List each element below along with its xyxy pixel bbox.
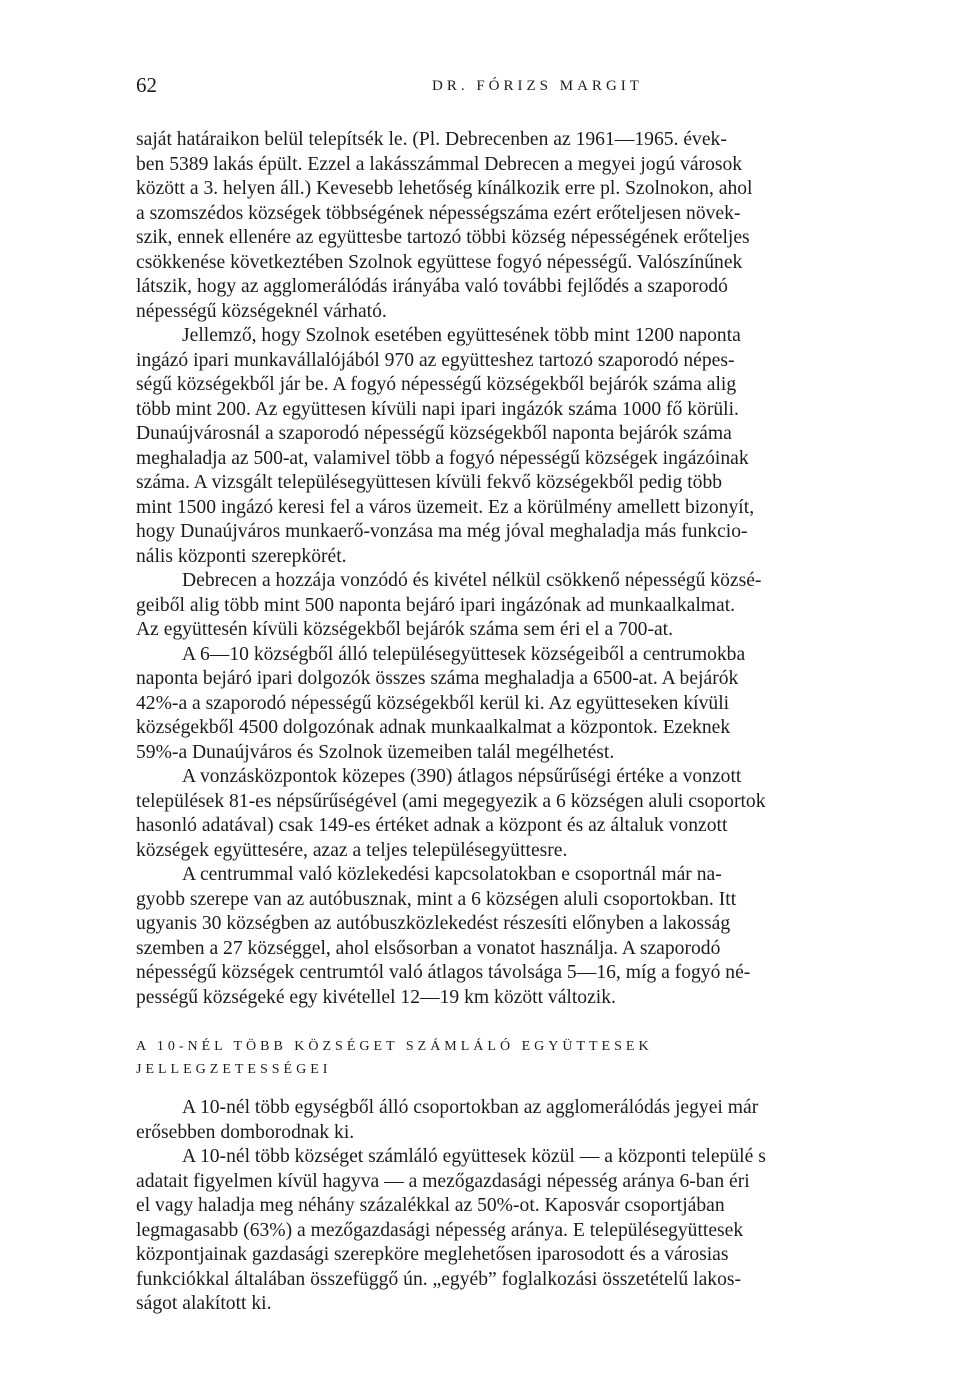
paragraph-6-10-groups: A 6—10 községből álló településegyüttesek községeiből a centrumokba naponta bejáró ipari dolgozók összes száma meghaladja a 6500-at. A bejárók 42%-a a szaporodó népességű községekből kerül ki. Az együtteseken kívüli községekből 4500 dolgozónak adnak munkaalkalmat a központok. Ezeknek 59%-a Dunaújváros és Szolnok üzemeiben talál megélhetést.: [136, 643, 746, 763]
page-header: [136, 73, 882, 103]
paragraph-transport: A centrummal való közlekedési kapcsolatokban e csoportnál már na- gyobb szerepe van az autóbusznak, mint a 6 községen aluli csoportokban. Itt ugyanis 30 községben az autóbuszközlekedést részesíti előnyben a lakosság szemben a 27 községgel, ahol elsősorban a vonatot használja. A szaporodó népességű községek centrumtól való átlagos távolsága 5—16, míg a fogyó né- pességű községeké egy kivétellel 12—19 km között változik.: [136, 864, 751, 1008]
paragraph-debrecen: Debrecen a hozzája vonzódó és kivétel nélkül csökkenő népességű közsé- geiből alig több mint 500 naponta bejáró ipari ingázónak ad munkaalkalmat. Az együttesén kívüli községekből bejárók száma sem éri el a 700-at.: [136, 570, 762, 640]
paragraph-agricultural-population: A 10-nél több községet számláló együttesek közül — a központi települé s adatait figyelmen kívül hagyva — a mezőgazdasági népesség aránya 6-ban éri el vagy haladja meg néhány százalékkal az 50%-ot. Kaposvár csoportjában legmagasabb (63%) a mezőgazdasági népesség aránya. E településegyüttesek központjainak gazdasági szerepköre meglehetősen iparosodott és a városias funkciókkal általában összefüggő ún. „egyéb” foglalkozási összetételű lakos- ságot alakított ki.: [136, 1146, 766, 1314]
section-heading: A 10-NÉL TÖBB KÖZSÉGET SZÁMLÁLÓ EGYÜTTESEK JELLEGZETESSÉGEI: [136, 1039, 653, 1077]
paragraph-agglomeration: A 10-nél több egységből álló csoportokban az agglomerálódás jegyei már erősebben domborodnak ki.: [136, 1097, 759, 1143]
paragraph-population-density: A vonzásközpontok közepes (390) átlagos népsűrűségi értéke a vonzott települések 81-es népsűrűségével (ami megegyezik a 6 községen aluli csoportok hasonló adatával) csak 149-es értéket adnak a központ és az általuk vonzott községek együttesére, azaz a teljes településegyüttesre.: [136, 766, 766, 861]
body-text: [136, 128, 882, 1010]
page-number: 62: [136, 73, 157, 97]
paragraph-continued: saját határaikon belül telepítsék le. (Pl. Debrecenben az 1961—1965. évek- ben 5389 lakás épült. Ezzel a lakásszámmal Debrecen a megyei jogú városok között a 3. helyen áll.) Kevesebb lehetőség kínálkozik erre pl. Szolnokon, ahol a szomszédos községek többségének népességszáma ezért erőteljesen növek- szik, ennek ellenére az együttesbe tartozó többi község népességének erőteljes csökkenése következtében Szolnok együttese fogyó népességű. Valószínűnek látszik, hogy az agglomerálódás irányába való további fejlődés a szaporodó népességű községeknél várható.: [136, 129, 753, 322]
running-head-author: DR. FÓRIZS MARGIT: [432, 78, 643, 94]
paragraph-szolnok-commuters: Jellemző, hogy Szolnok esetében együttesének több mint 1200 naponta ingázó ipari munkavállalójából 970 az együtteshez tartozó szaporodó népes- ségű községekből jár be. A fogyó népességű községekből bejárók száma alig több mint 200. Az együttesen kívüli napi ipari ingázók száma 1000 fő körüli. Dunaújvárosnál a szaporodó népességű községekből naponta bejárók száma meghaladja az 500-at, valamivel több a fogyó népességű községek ingázóinak száma. A vizsgált településegyüttesen kívüli fekvő községekből pedig több mint 1500 ingázó keresi fel a város üzemeit. Ez a körülmény amellett bizonyít, hogy Dunaújváros munkaerő-vonzása ma még jóval meghaladja más funkcio- nális központi szerepkörét.: [136, 325, 755, 567]
section-body-text: [136, 1096, 882, 1317]
